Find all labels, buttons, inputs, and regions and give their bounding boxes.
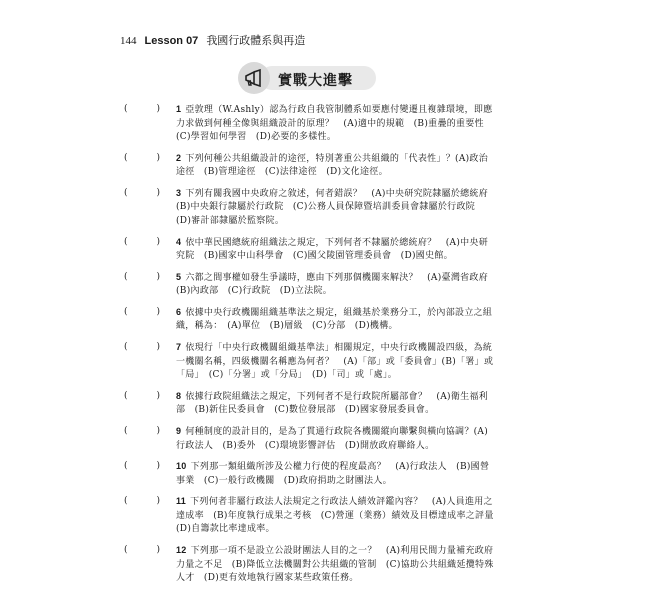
question-body <box>176 236 496 264</box>
paren-open: ( <box>124 306 128 317</box>
question-body <box>176 544 496 586</box>
paren-open: ( <box>124 187 128 198</box>
section-banner <box>238 62 376 94</box>
question-number: 9 <box>176 426 182 436</box>
banner-circle <box>238 62 270 94</box>
answer-blank[interactable] <box>124 341 160 355</box>
question-number: 11 <box>176 496 187 507</box>
answer-blank[interactable] <box>124 390 160 404</box>
question-number: 10 <box>176 461 187 472</box>
answer-blank[interactable] <box>124 152 160 166</box>
question-item <box>124 460 496 488</box>
question-text: 亞敦理（W.Ashly）認為行政自我管制體系如要應付變遷且複雜環境，即應力求做到何種全像與組織設計的原理？ (A)適中的規範 (B)重疊的重要性 (C)學習如何學習 (D)必要的多樣性。 <box>176 105 494 142</box>
answer-blank[interactable] <box>124 271 160 285</box>
paren-open: ( <box>124 104 128 114</box>
paren-open: ( <box>124 271 128 282</box>
question-text: 依中華民國總統府組織法之規定，下列何者不隸屬於總統府？ (A)中央研究院 (B)國家中山科學會 (C)國父陵園管理委員會 (D)國史館。 <box>176 237 489 262</box>
question-body <box>176 152 496 180</box>
page-header <box>120 32 305 48</box>
paren-close: ) <box>156 545 160 556</box>
question-body <box>176 306 496 334</box>
question-item <box>124 544 496 586</box>
question-list <box>124 103 503 593</box>
question-number: 1 <box>176 104 182 114</box>
question-body <box>176 341 496 383</box>
question-item <box>124 152 496 180</box>
paren-close: ) <box>156 271 160 282</box>
question-item <box>124 341 496 383</box>
question-body <box>176 187 496 229</box>
question-item <box>124 187 496 229</box>
paren-open: ( <box>124 342 128 353</box>
megaphone-icon <box>244 69 264 87</box>
question-text: 依現行「中央行政機關組織基準法」相關規定，中央行政機關設四級，為統一機關名稱，四級機關名稱應為何者？ (A)「部」或「委員會」(B)「署」或「局」 (C)「分署」或「分局」 (D)「司」或「處」。 <box>176 343 494 381</box>
question-item <box>124 390 496 418</box>
question-item <box>124 271 496 299</box>
answer-blank[interactable] <box>124 306 160 320</box>
question-body <box>176 495 503 537</box>
question-item <box>124 236 496 264</box>
question-number: 2 <box>176 152 182 163</box>
question-item <box>124 306 496 334</box>
question-body <box>176 103 496 145</box>
paren-close: ) <box>156 236 160 247</box>
question-item <box>124 103 496 145</box>
question-text: 下列那一類組織所涉及公權力行使的程度最高？ (A)行政法人 (B)國營事業 (C)一般行政機關 (D)政府捐助之財團法人。 <box>176 462 490 486</box>
answer-blank[interactable] <box>124 495 160 509</box>
question-number: 8 <box>176 390 182 401</box>
question-body <box>176 460 496 488</box>
page-number: 144 <box>120 35 137 47</box>
paren-open: ( <box>124 545 128 556</box>
paren-close: ) <box>156 187 160 198</box>
question-text: 依據中央行政機關組織基準法之規定，組織基於業務分工，於內部設立之組織，稱為： (A)單位 (B)層級 (C)分部 (D)機構。 <box>176 307 493 332</box>
question-item <box>124 425 496 453</box>
question-number: 6 <box>176 306 182 317</box>
lesson-label: Lesson 07 <box>144 35 199 47</box>
answer-blank[interactable] <box>124 460 160 474</box>
paren-close: ) <box>156 461 160 472</box>
question-text: 下列那一項不是設立公設財團法人目的之一？ (A)利用民間力量補充政府力量之不足 (B)降低立法機關對公共組織的管制 (C)協助公共組織延攬特殊人才 (D)更有效地執行國家某些政策任務。 <box>176 546 494 584</box>
question-text: 下列何者非屬行政法人法規定之行政法人績效評鑑內容？ (A)人員進用之達成率 (B)年度執行成果之考核 (C)營運（業務）績效及目標達成率之評量 (D)自籌款比率達成率。 <box>176 497 503 535</box>
question-number: 5 <box>176 271 182 282</box>
answer-blank[interactable] <box>124 236 160 250</box>
answer-blank[interactable] <box>124 544 160 558</box>
paren-close: ) <box>156 390 160 401</box>
question-number: 7 <box>176 342 182 353</box>
question-number: 12 <box>176 545 187 556</box>
paren-close: ) <box>156 306 160 317</box>
paren-open: ( <box>124 152 128 163</box>
answer-blank[interactable] <box>124 425 160 439</box>
question-text: 下列何種公共組織設計的途徑，特別著重公共組織的「代表性」？(A)政治途徑 (B)管理途徑 (C)法律途徑 (D)文化途徑。 <box>176 153 489 178</box>
question-body <box>176 425 496 453</box>
paren-close: ) <box>156 342 160 353</box>
paren-open: ( <box>124 390 128 401</box>
question-body <box>176 271 496 299</box>
question-number: 3 <box>176 187 182 198</box>
paren-close: ) <box>156 426 160 436</box>
paren-close: ) <box>156 496 160 507</box>
answer-blank[interactable] <box>124 103 160 117</box>
answer-blank[interactable] <box>124 187 160 201</box>
paren-open: ( <box>124 236 128 247</box>
paren-close: ) <box>156 152 160 163</box>
paren-open: ( <box>124 496 128 507</box>
question-text: 何種制度的設計目的，是為了貫通行政院各機關縱向聯繫與橫向協調？(A)行政法人 (B)委外 (C)環境影響評估 (D)開放政府聯絡人。 <box>176 427 489 451</box>
chapter-title: 我國行政體系與再造 <box>206 34 306 47</box>
question-item <box>124 495 503 537</box>
question-body <box>176 390 496 418</box>
paren-open: ( <box>124 426 128 436</box>
question-text: 依據行政院組織法之規定，下列何者不是行政院所屬部會？ (A)衛生福利部 (B)新住民委員會 (C)數位發展部 (D)國家發展委員會。 <box>176 391 489 416</box>
banner-title: 實戰大進擊 <box>278 73 353 89</box>
question-text: 六都之間事權如發生爭議時，應由下列那個機關來解決？ (A)臺灣省政府 (B)內政部 (C)行政院 (D)立法院。 <box>176 272 498 297</box>
question-number: 4 <box>176 236 182 247</box>
question-text: 下列有關我國中央政府之敘述，何者錯誤？ (A)中央研究院隸屬於總統府 (B)中央銀行隸屬於行政院 (C)公務人員保障暨培訓委員會隸屬於行政院 (D)審計部隸屬於監察院。 <box>176 188 498 226</box>
paren-close: ) <box>156 104 160 114</box>
paren-open: ( <box>124 461 128 472</box>
